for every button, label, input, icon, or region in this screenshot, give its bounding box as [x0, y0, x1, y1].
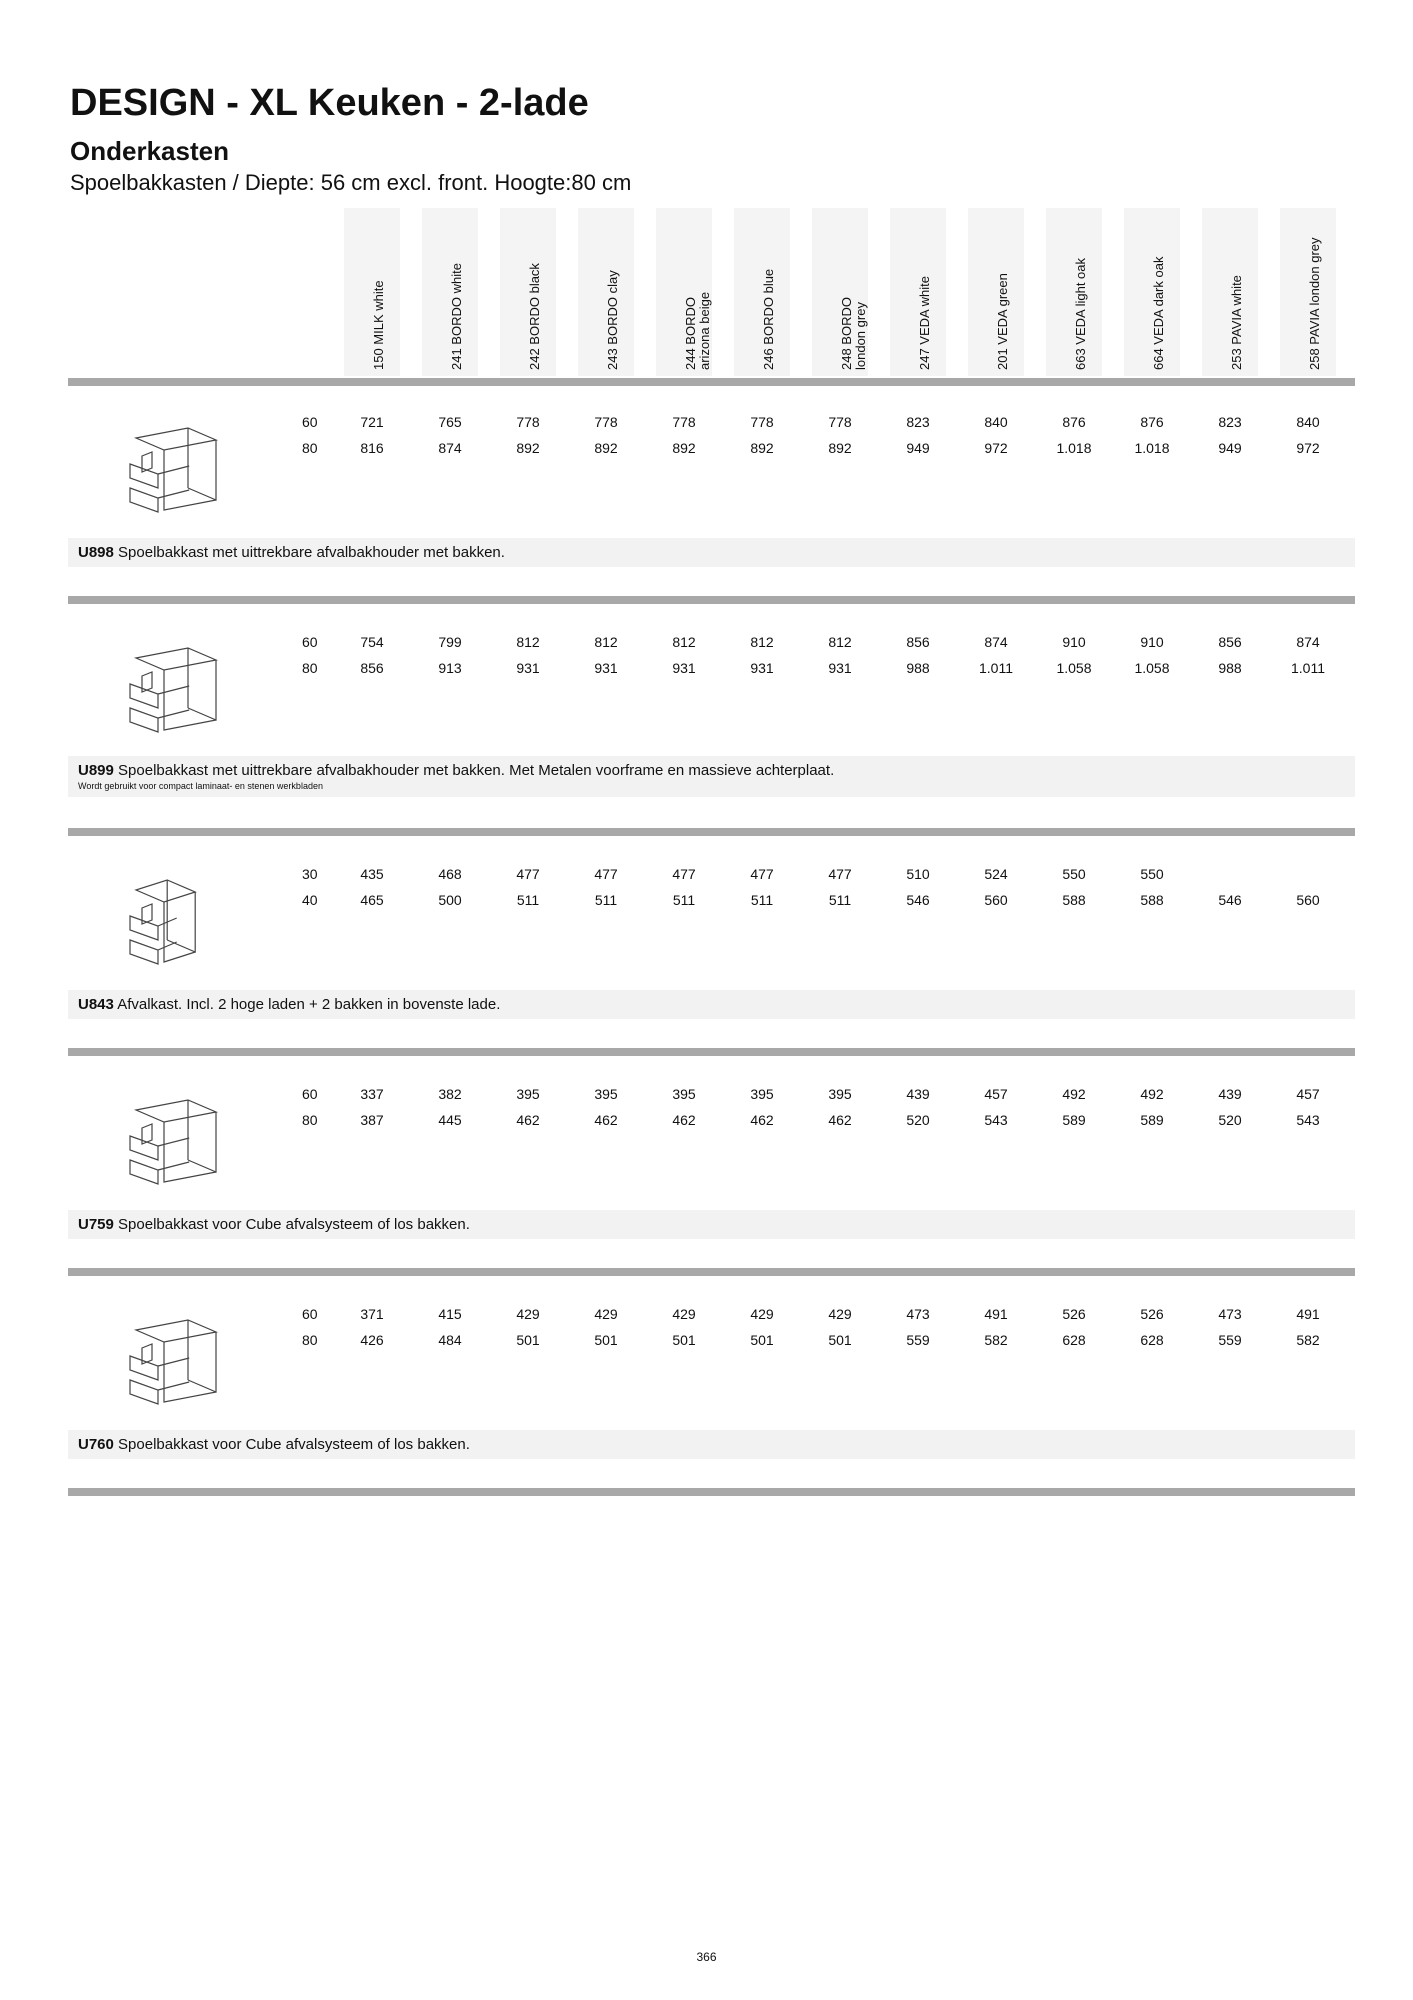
price-cell: 473: [1218, 1306, 1242, 1322]
price-cell: 511: [750, 892, 774, 908]
price-cell: 429: [828, 1306, 852, 1322]
price-cell: 559: [1218, 1332, 1242, 1348]
column-header-label: 201 VEDA green: [995, 273, 1010, 370]
product-code: U760: [78, 1436, 114, 1453]
product-caption: [68, 1210, 1355, 1239]
column-header-label: 247 VEDA white: [917, 276, 932, 370]
price-cell: 546: [906, 892, 930, 908]
price-cell: 812: [828, 634, 852, 650]
price-cell: 799: [438, 634, 462, 650]
column-header: [344, 208, 400, 376]
price-cell: 582: [984, 1332, 1008, 1348]
column-header-label: 244 BORDO arizona beige: [683, 291, 712, 370]
column-header: [734, 208, 790, 376]
price-cell: 588: [1062, 892, 1086, 908]
price-cell: 462: [672, 1112, 696, 1128]
price-cell: 628: [1140, 1332, 1164, 1348]
price-cell: 524: [984, 866, 1008, 882]
price-cell: 526: [1062, 1306, 1086, 1322]
price-cell: 840: [984, 414, 1008, 430]
price-cell: 812: [750, 634, 774, 650]
section-divider: [68, 1488, 1355, 1496]
section-divider: [68, 1268, 1355, 1276]
price-cell: 778: [594, 414, 618, 430]
price-cell: 395: [750, 1086, 774, 1102]
column-header-label: 150 MILK white: [371, 280, 386, 370]
column-header: [1046, 208, 1102, 376]
column-header-label: 242 BORDO black: [527, 263, 542, 370]
price-cell: 988: [906, 660, 930, 676]
price-cell: 988: [1218, 660, 1242, 676]
price-cell: 1.018: [1134, 440, 1170, 456]
price-cell: 856: [1218, 634, 1242, 650]
price-cell: 1.011: [1291, 660, 1325, 676]
price-cell: 462: [594, 1112, 618, 1128]
cabinet-illustration-icon: [118, 408, 228, 518]
price-cell: 589: [1062, 1112, 1086, 1128]
width-label: 60: [302, 414, 318, 430]
price-cell: 382: [438, 1086, 462, 1102]
product-section: [68, 604, 1355, 824]
product-section: [68, 1276, 1355, 1496]
price-cell: 492: [1062, 1086, 1086, 1102]
product-code: U843: [78, 996, 114, 1013]
column-header: [1202, 208, 1258, 376]
price-cell: 501: [672, 1332, 696, 1348]
price-cell: 1.018: [1056, 440, 1092, 456]
product-description: Spoelbakkast voor Cube afvalsysteem of los bakken.: [118, 1216, 470, 1233]
price-cell: 582: [1296, 1332, 1320, 1348]
price-cell: 876: [1140, 414, 1164, 430]
column-header: [578, 208, 634, 376]
price-cell: 778: [750, 414, 774, 430]
price-cell: 778: [672, 414, 696, 430]
section-divider: [68, 828, 1355, 836]
price-cell: 501: [750, 1332, 774, 1348]
price-cell: 510: [906, 866, 930, 882]
price-cell: 892: [594, 440, 618, 456]
column-header: [422, 208, 478, 376]
price-cell: 816: [360, 440, 384, 456]
width-label: 80: [302, 1332, 318, 1348]
price-cell: 457: [984, 1086, 1008, 1102]
width-label: 80: [302, 1112, 318, 1128]
price-cell: 415: [438, 1306, 462, 1322]
price-cell: 874: [1296, 634, 1320, 650]
product-section: [68, 836, 1355, 1056]
price-cell: 435: [360, 866, 384, 882]
price-cell: 910: [1140, 634, 1164, 650]
price-cell: 511: [594, 892, 618, 908]
price-cell: 778: [516, 414, 540, 430]
price-cell: 931: [828, 660, 852, 676]
price-cell: 892: [750, 440, 774, 456]
price-cell: 492: [1140, 1086, 1164, 1102]
price-cell: 823: [906, 414, 930, 430]
price-cell: 949: [906, 440, 930, 456]
price-cell: 387: [360, 1112, 384, 1128]
price-cell: 395: [672, 1086, 696, 1102]
price-cell: 501: [594, 1332, 618, 1348]
price-cell: 520: [906, 1112, 930, 1128]
price-cell: 395: [594, 1086, 618, 1102]
width-label: 60: [302, 1086, 318, 1102]
cabinet-illustration-icon: [118, 1300, 228, 1410]
price-cell: 491: [984, 1306, 1008, 1322]
price-cell: 491: [1296, 1306, 1320, 1322]
price-cell: 439: [1218, 1086, 1242, 1102]
column-header: [1280, 208, 1336, 376]
price-cell: 765: [438, 414, 462, 430]
product-note: Wordt gebruikt voor compact laminaat- en stenen werkbladen: [78, 781, 323, 791]
price-cell: 856: [360, 660, 384, 676]
product-caption: [68, 990, 1355, 1019]
price-cell: 477: [594, 866, 618, 882]
cabinet-illustration-icon: [118, 628, 228, 738]
column-header: [968, 208, 1024, 376]
width-label: 40: [302, 892, 318, 908]
price-cell: 429: [750, 1306, 774, 1322]
price-cell: 840: [1296, 414, 1320, 430]
price-cell: 550: [1140, 866, 1164, 882]
column-header: [1124, 208, 1180, 376]
product-code: U899: [78, 762, 114, 779]
section-divider: [68, 596, 1355, 604]
price-cell: 892: [828, 440, 852, 456]
product-caption: [68, 538, 1355, 567]
price-cell: 429: [594, 1306, 618, 1322]
product-section: [68, 1056, 1355, 1276]
price-cell: 560: [984, 892, 1008, 908]
price-cell: 931: [516, 660, 540, 676]
page-title: DESIGN - XL Keuken - 2-lade: [70, 82, 589, 124]
price-cell: 754: [360, 634, 384, 650]
price-cell: 477: [828, 866, 852, 882]
price-cell: 628: [1062, 1332, 1086, 1348]
section-subtitle: Onderkasten: [70, 136, 229, 166]
cabinet-illustration-icon: [118, 860, 228, 970]
price-cell: 511: [516, 892, 540, 908]
column-header-label: 258 PAVIA london grey: [1307, 237, 1322, 370]
column-header-label: 663 VEDA light oak: [1073, 257, 1088, 370]
price-cell: 910: [1062, 634, 1086, 650]
price-cell: 778: [828, 414, 852, 430]
price-cell: 500: [438, 892, 462, 908]
price-cell: 1.058: [1134, 660, 1170, 676]
width-label: 30: [302, 866, 318, 882]
price-cell: 445: [438, 1112, 462, 1128]
product-code: U759: [78, 1216, 114, 1233]
price-cell: 395: [516, 1086, 540, 1102]
price-cell: 876: [1062, 414, 1086, 430]
price-cell: 972: [984, 440, 1008, 456]
cabinet-illustration-icon: [118, 1080, 228, 1190]
price-cell: 931: [594, 660, 618, 676]
column-header-label: 241 BORDO white: [449, 263, 464, 370]
product-caption: [68, 1430, 1355, 1459]
price-cell: 543: [984, 1112, 1008, 1128]
price-cell: 543: [1296, 1112, 1320, 1128]
price-cell: 395: [828, 1086, 852, 1102]
price-cell: 484: [438, 1332, 462, 1348]
product-description: Spoelbakkast voor Cube afvalsysteem of los bakken.: [118, 1436, 470, 1453]
price-cell: 589: [1140, 1112, 1164, 1128]
price-cell: 560: [1296, 892, 1320, 908]
price-cell: 721: [360, 414, 384, 430]
price-cell: 520: [1218, 1112, 1242, 1128]
column-header: [500, 208, 556, 376]
column-header-label: 253 PAVIA white: [1229, 275, 1244, 370]
product-description: Spoelbakkast met uittrekbare afvalbakhouder met bakken. Met Metalen voorframe en massieve achterplaat.: [118, 762, 835, 779]
price-cell: 931: [750, 660, 774, 676]
price-cell: 559: [906, 1332, 930, 1348]
price-cell: 337: [360, 1086, 384, 1102]
column-header: [890, 208, 946, 376]
product-code: U898: [78, 544, 114, 561]
price-cell: 501: [516, 1332, 540, 1348]
column-header-label: 246 BORDO blue: [761, 268, 776, 370]
section-divider: [68, 1048, 1355, 1056]
price-cell: 526: [1140, 1306, 1164, 1322]
price-cell: 1.011: [979, 660, 1013, 676]
price-cell: 588: [1140, 892, 1164, 908]
price-cell: 439: [906, 1086, 930, 1102]
price-cell: 477: [516, 866, 540, 882]
price-cell: 913: [438, 660, 462, 676]
column-header-label: 243 BORDO clay: [605, 270, 620, 370]
price-cell: 972: [1296, 440, 1320, 456]
product-description: Afvalkast. Incl. 2 hoge laden + 2 bakken in bovenste lade.: [117, 996, 501, 1013]
price-cell: 465: [360, 892, 384, 908]
price-cell: 812: [594, 634, 618, 650]
price-cell: 473: [906, 1306, 930, 1322]
width-label: 80: [302, 660, 318, 676]
page-number: 366: [696, 1950, 717, 1964]
product-caption: [68, 756, 1355, 797]
width-label: 60: [302, 634, 318, 650]
price-cell: 477: [672, 866, 696, 882]
product-description: Spoelbakkast met uittrekbare afvalbakhouder met bakken.: [118, 544, 505, 561]
price-cell: 550: [1062, 866, 1086, 882]
price-cell: 823: [1218, 414, 1242, 430]
price-cell: 511: [672, 892, 696, 908]
column-header: [656, 208, 712, 376]
price-cell: 931: [672, 660, 696, 676]
price-cell: 949: [1218, 440, 1242, 456]
price-cell: 462: [516, 1112, 540, 1128]
price-cell: 501: [828, 1332, 852, 1348]
price-cell: 371: [360, 1306, 384, 1322]
column-header-label: 664 VEDA dark oak: [1151, 256, 1166, 370]
price-cell: 429: [672, 1306, 696, 1322]
price-cell: 462: [828, 1112, 852, 1128]
price-cell: 511: [828, 892, 852, 908]
price-cell: 812: [672, 634, 696, 650]
price-cell: 426: [360, 1332, 384, 1348]
price-cell: 1.058: [1056, 660, 1092, 676]
price-cell: 457: [1296, 1086, 1320, 1102]
price-cell: 812: [516, 634, 540, 650]
price-cell: 429: [516, 1306, 540, 1322]
price-cell: 856: [906, 634, 930, 650]
width-label: 60: [302, 1306, 318, 1322]
price-cell: 468: [438, 866, 462, 882]
product-section: [68, 384, 1355, 604]
column-header-label: 248 BORDO london grey: [839, 297, 868, 370]
price-cell: 892: [516, 440, 540, 456]
column-header: [812, 208, 868, 376]
price-cell: 462: [750, 1112, 774, 1128]
price-cell: 874: [438, 440, 462, 456]
section-description: Spoelbakkasten / Diepte: 56 cm excl. front. Hoogte:80 cm: [70, 170, 632, 195]
price-cell: 477: [750, 866, 774, 882]
price-cell: 546: [1218, 892, 1242, 908]
width-label: 80: [302, 440, 318, 456]
price-cell: 874: [984, 634, 1008, 650]
price-cell: 892: [672, 440, 696, 456]
